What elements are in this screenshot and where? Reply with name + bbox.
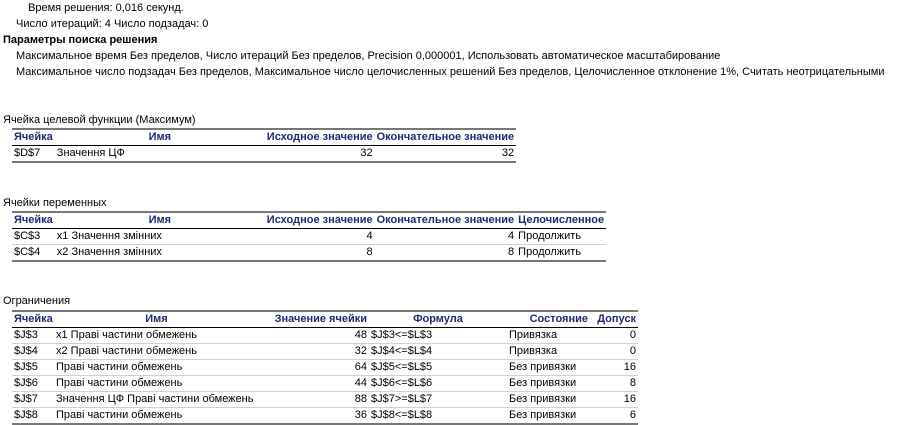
col-header-name: Имя [55,129,265,146]
cell-name: Праві частини обмежень [54,408,259,425]
col-header-initial: Исходное значение [265,212,375,229]
cell-final: 4 [375,229,517,245]
cell-integer: Продолжить [516,229,606,245]
table-row [12,146,516,163]
cell-ref: $C$3 [12,229,55,245]
cell-slack: 16 [590,392,638,408]
col-header-final: Окончательное значение [375,212,517,229]
cell-slack: 8 [590,376,638,392]
col-header-value: Значение ячейки [259,311,369,328]
objective-section-title: Ячейка целевой функции (Максимум) [3,114,196,126]
cell-ref: $C$4 [12,245,55,262]
table-row [12,392,638,408]
cell-status: Без привязки [507,376,590,392]
col-header-final: Окончательное значение [375,129,517,146]
cell-name: x1 Праві частини обмежень [54,328,259,344]
cell-status: Без привязки [507,360,590,376]
col-header-initial: Исходное значение [265,129,375,146]
cell-ref: $J$4 [12,344,54,360]
cell-value: 36 [259,408,369,425]
col-header-status: Состояние [507,311,590,328]
table-row [12,408,638,425]
solve-time-text: Время решения: 0,016 секунд. [28,2,184,14]
cell-name: x2 Праві частини обмежень [54,344,259,360]
col-header-name: Имя [54,311,259,328]
cell-ref: $J$6 [12,376,54,392]
table-row [12,376,638,392]
constraints-table [12,310,638,425]
cell-ref: $J$8 [12,408,54,425]
table-row [12,328,638,344]
col-header-cell: Ячейка [12,212,55,229]
objective-table [12,128,516,163]
col-header-cell: Ячейка [12,129,55,146]
table-row [12,245,606,262]
cell-value: 32 [259,344,369,360]
cell-formula: $J$4<=$L$4 [369,344,507,360]
table-row [12,360,638,376]
solver-params-line-2: Максимальное число подзадач Без пределов, Максимальное число целочисленных решений Без пределов, Целочисленное отклонение 1%, Считать неотрицательными [16,66,885,78]
cell-integer: Продолжить [516,245,606,262]
cell-formula: $J$6<=$L$6 [369,376,507,392]
cell-formula: $J$7>=$L$7 [369,392,507,408]
cell-value: 88 [259,392,369,408]
cell-value: 64 [259,360,369,376]
cell-formula: $J$8<=$L$8 [369,408,507,425]
iterations-text: Число итераций: 4 Число подзадач: 0 [16,18,209,30]
cell-name: x1 Значення змінних [55,229,265,245]
col-header-formula: Формула [369,311,507,328]
cell-name: Значення ЦФ Праві частини обмежень [54,392,259,408]
cell-formula: $J$3<=$L$3 [369,328,507,344]
cell-status: Привязка [507,344,590,360]
cell-final: 8 [375,245,517,262]
cell-ref: $D$7 [12,146,55,163]
cell-slack: 6 [590,408,638,425]
constraints-section-title: Ограничения [3,295,71,307]
cell-formula: $J$5<=$L$5 [369,360,507,376]
cell-value: 44 [259,376,369,392]
col-header-name: Имя [55,212,265,229]
cell-final: 32 [375,146,517,163]
variables-section-title: Ячейки переменных [3,197,107,209]
cell-name: Праві частини обмежень [54,376,259,392]
variables-table [12,211,606,262]
cell-status: Без привязки [507,408,590,425]
cell-initial: 4 [265,229,375,245]
cell-ref: $J$5 [12,360,54,376]
cell-ref: $J$3 [12,328,54,344]
col-header-integer: Целочисленное [516,212,606,229]
cell-initial: 8 [265,245,375,262]
cell-value: 48 [259,328,369,344]
solver-params-line-1: Максимальное время Без пределов, Число итераций Без пределов, Precision 0,000001, Использовать автоматическое масштабирование [16,50,721,62]
cell-slack: 16 [590,360,638,376]
table-row [12,344,638,360]
col-header-cell: Ячейка [12,311,54,328]
cell-slack: 0 [590,344,638,360]
cell-status: Привязка [507,328,590,344]
table-row [12,229,606,245]
col-header-slack: Допуск [590,311,638,328]
cell-name: x2 Значення змінних [55,245,265,262]
cell-status: Без привязки [507,392,590,408]
cell-name: Праві частини обмежень [54,360,259,376]
solver-params-title: Параметры поиска решения [3,34,158,46]
cell-initial: 32 [265,146,375,163]
cell-name: Значення ЦФ [55,146,265,163]
cell-slack: 0 [590,328,638,344]
cell-ref: $J$7 [12,392,54,408]
